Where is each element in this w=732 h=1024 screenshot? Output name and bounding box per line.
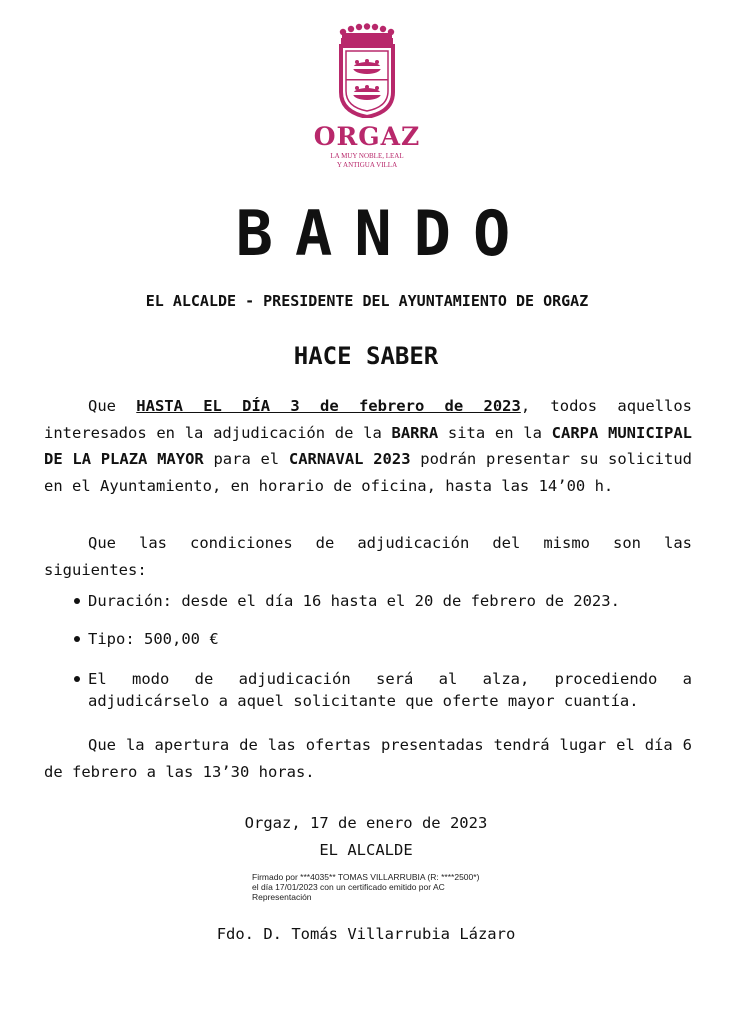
paragraph-opening xyxy=(44,732,692,785)
logo-motto-line1: LA MUY NOBLE, LEAL xyxy=(330,152,404,160)
signatory-name: Fdo. D. Tomás Villarrubia Lázaro xyxy=(216,925,516,943)
p1-carnaval: CARNAVAL 2023 xyxy=(288,450,411,468)
p1-text-e: sita en la xyxy=(438,423,552,442)
document-subtitle: EL ALCALDE - PRESIDENTE DEL AYUNTAMIENTO DE ORGAZ xyxy=(145,292,589,310)
signature-line1: Firmado por ***4035** TOMAS VILLARRUBIA (R: ****2500*) xyxy=(252,872,480,882)
list-item-duration: Duración: desde el día 16 hasta el 20 de febrero de 2023. xyxy=(70,590,692,612)
list-item xyxy=(70,590,692,612)
p1-text-g: para el xyxy=(203,450,289,468)
document-date: Orgaz, 17 de enero de 2023 xyxy=(244,814,488,832)
list-item-tipo: Tipo: 500,00 € xyxy=(70,628,692,650)
logo-motto xyxy=(300,152,434,170)
town-logo xyxy=(300,22,434,170)
p2-text: Que las condiciones de adjudicación del mismo son las siguientes: xyxy=(44,534,692,579)
digital-signature-stamp xyxy=(252,872,552,902)
list-item-modo: El modo de adjudicación será al alza, procediendo a adjudicárselo a aquel solicitante que oferte mayor cuantía. xyxy=(70,668,692,712)
p3-text: Que la apertura de las ofertas presentadas tendrá lugar el día 6 de febrero a las 13’30 horas. xyxy=(44,736,692,781)
p1-carpa: CARPA MUNICIPAL DE LA PLAZA MAYOR xyxy=(44,423,693,468)
p1-text-a: Que xyxy=(88,397,137,415)
paragraph-deadline xyxy=(44,393,692,499)
p1-text-c: , todos aquellos interesados en la adjudicación de la xyxy=(44,397,693,442)
list-item xyxy=(70,628,692,650)
list-item xyxy=(70,668,692,712)
signature-line3: Representación xyxy=(252,892,312,902)
p1-deadline-highlight: HASTA EL DÍA 3 de febrero de 2023 xyxy=(136,397,521,415)
document-title: BANDO xyxy=(235,197,533,270)
hace-saber-heading: HACE SABER xyxy=(293,342,439,370)
logo-town-name: ORGAZ xyxy=(313,122,421,151)
signatory-role: EL ALCALDE xyxy=(319,841,413,859)
logo-motto-line2: Y ANTIGUA VILLA xyxy=(336,161,398,169)
coat-of-arms-icon xyxy=(335,22,399,118)
p1-barra: BARRA xyxy=(391,423,439,442)
paragraph-conditions xyxy=(44,530,692,583)
signature-line2: el día 17/01/2023 con un certificado emitido por AC xyxy=(252,882,445,892)
p1-text-i: podrán presentar su solicitud en el Ayuntamiento, en horario de oficina, hasta las 14’00 h. xyxy=(44,450,692,495)
